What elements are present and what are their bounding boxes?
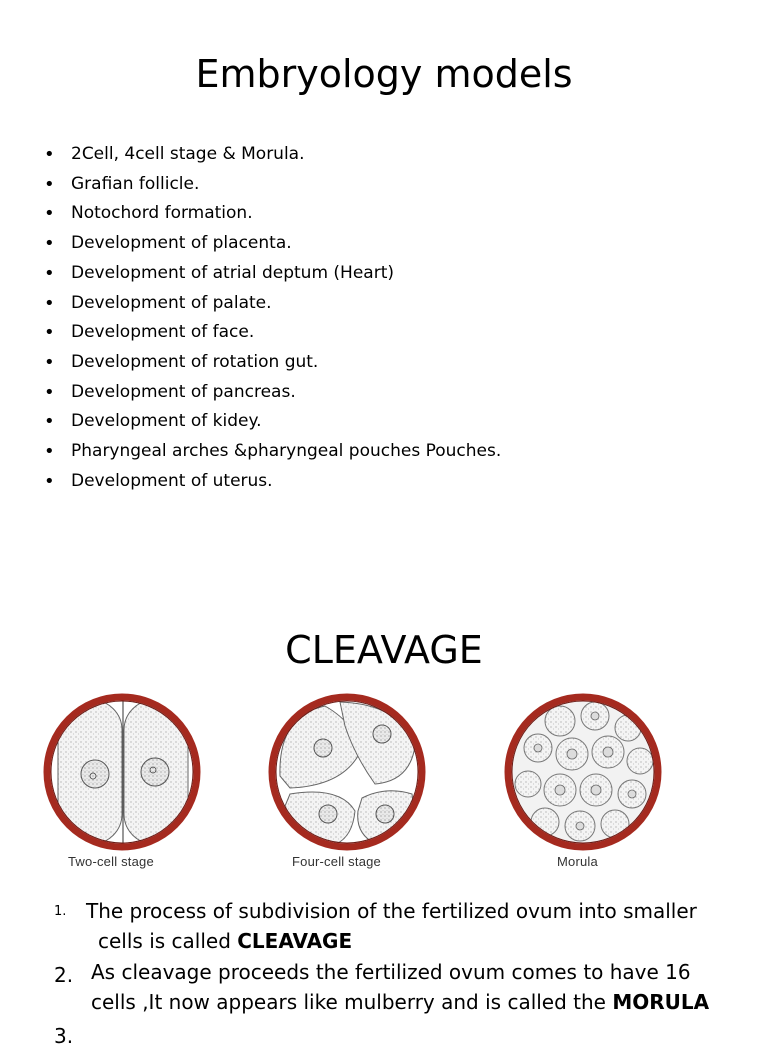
point-1-line-1: The process of subdivision of the fertilized ovum into smaller — [86, 899, 697, 923]
cleavage-figure — [40, 686, 680, 881]
bullet-item: • Development of kidey. — [44, 407, 501, 437]
bullet-item: • Development of uterus. — [44, 467, 501, 497]
bullet-item: • Development of rotation gut. — [44, 348, 501, 378]
point-2-line-2: cells ,It now appears like mulberry and is called the MORULA — [91, 990, 710, 1014]
bullet-item: • Development of pancreas. — [44, 378, 501, 408]
point-1-line-2: cells is called CLEAVAGE — [98, 929, 353, 953]
point-2-line-1: As cleavage proceeds the fertilized ovum comes to have 16 — [91, 960, 691, 984]
cleavage-illustration — [40, 686, 680, 881]
two-cell-stage-image — [47, 697, 197, 847]
cleavage-title: CLEAVAGE — [285, 628, 483, 672]
slide-title: Embryology models — [195, 52, 573, 96]
bullet-item: • Notochord formation. — [44, 199, 501, 229]
four-cell-stage-image — [272, 697, 422, 847]
morula-image — [508, 697, 658, 847]
models-bullet-list — [44, 140, 501, 496]
two-cell-label: Two-cell stage — [68, 854, 154, 869]
four-cell-label: Four-cell stage — [292, 854, 381, 869]
point-number: 1. — [54, 904, 67, 919]
bullet-item: • Development of placenta. — [44, 229, 501, 259]
bullet-item: • Development of face. — [44, 318, 501, 348]
bullet-item: • Development of atrial deptum (Heart) — [44, 259, 501, 289]
morula-label: Morula — [557, 854, 598, 869]
point-number: 2. — [54, 963, 74, 987]
bullet-item: • Pharyngeal arches &pharyngeal pouches Pouches. — [44, 437, 501, 467]
bullet-item: • 2Cell, 4cell stage & Morula. — [44, 140, 501, 170]
bullet-item: • Development of palate. — [44, 289, 501, 319]
point-number: 3. — [54, 1024, 74, 1048]
bullet-item: • Grafian follicle. — [44, 170, 501, 200]
